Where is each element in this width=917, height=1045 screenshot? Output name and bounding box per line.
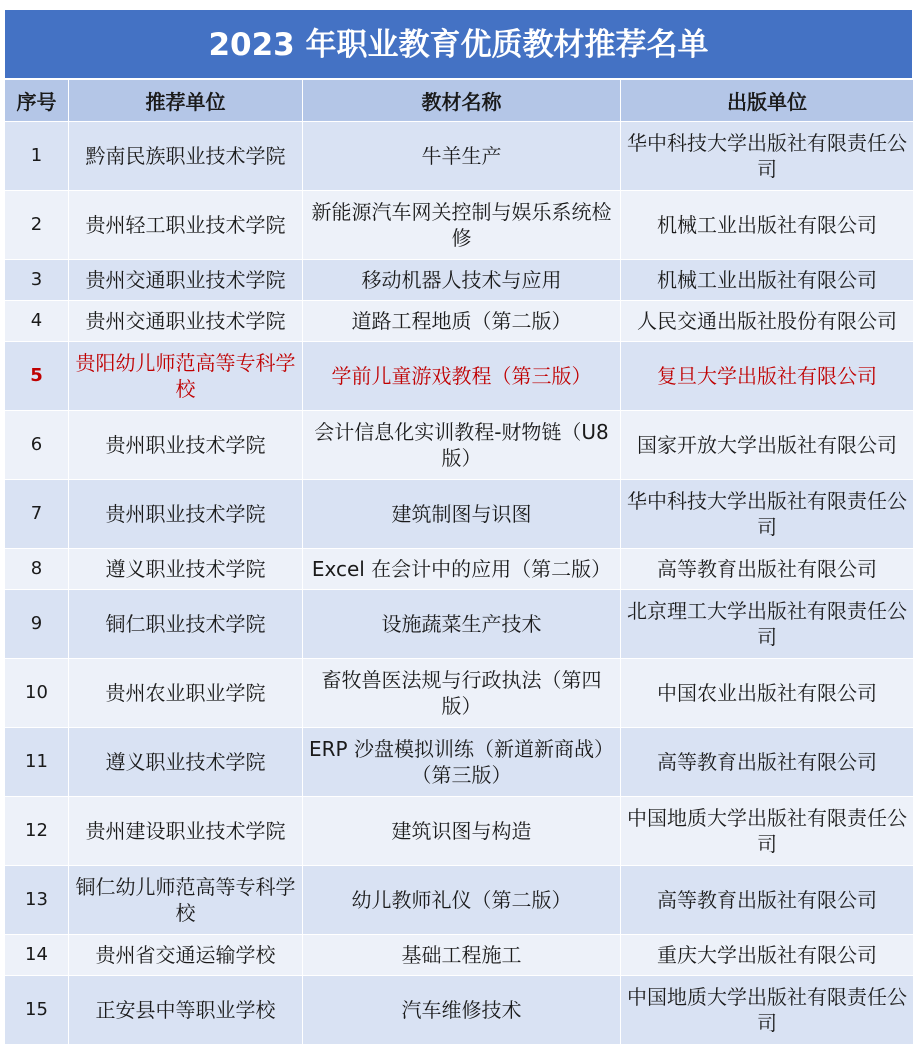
table-row <box>5 301 914 342</box>
textbook-title: 畜牧兽医法规与行政执法（第四版） <box>303 659 621 728</box>
row-number: 4 <box>5 301 69 342</box>
recommending-unit: 铜仁幼儿师范高等专科学校 <box>69 866 303 935</box>
recommending-unit: 黔南民族职业技术学院 <box>69 122 303 191</box>
recommending-unit: 铜仁职业技术学院 <box>69 590 303 659</box>
recommending-unit: 贵州职业技术学院 <box>69 480 303 549</box>
textbook-title: 道路工程地质（第二版） <box>303 301 621 342</box>
row-number: 3 <box>5 260 69 301</box>
publisher: 机械工业出版社有限公司 <box>621 260 914 301</box>
recommending-unit: 贵州交通职业技术学院 <box>69 301 303 342</box>
row-number: 12 <box>5 797 69 866</box>
publisher: 华中科技大学出版社有限责任公司 <box>621 122 914 191</box>
recommending-unit: 贵州省交通运输学校 <box>69 935 303 976</box>
row-number: 11 <box>5 728 69 797</box>
table-row <box>5 590 914 659</box>
row-number: 2 <box>5 191 69 260</box>
table-row <box>5 549 914 590</box>
recommending-unit: 贵州建设职业技术学院 <box>69 797 303 866</box>
table-row <box>5 728 914 797</box>
row-number: 6 <box>5 411 69 480</box>
column-header-textbook: 教材名称 <box>303 80 621 122</box>
row-number: 7 <box>5 480 69 549</box>
table-row <box>5 260 914 301</box>
publisher: 国家开放大学出版社有限公司 <box>621 411 914 480</box>
recommending-unit: 遵义职业技术学院 <box>69 728 303 797</box>
page-title: 2023 年职业教育优质教材推荐名单 <box>4 9 913 79</box>
publisher: 高等教育出版社有限公司 <box>621 866 914 935</box>
publisher: 华中科技大学出版社有限责任公司 <box>621 480 914 549</box>
textbook-title: 牛羊生产 <box>303 122 621 191</box>
textbook-title: Excel 在会计中的应用（第二版） <box>303 549 621 590</box>
publisher: 机械工业出版社有限公司 <box>621 191 914 260</box>
table-row <box>5 659 914 728</box>
publisher: 高等教育出版社有限公司 <box>621 728 914 797</box>
textbook-title: 幼儿教师礼仪（第二版） <box>303 866 621 935</box>
table-row <box>5 122 914 191</box>
publisher: 中国地质大学出版社有限责任公司 <box>621 797 914 866</box>
recommending-unit: 贵州交通职业技术学院 <box>69 260 303 301</box>
table-row <box>5 935 914 976</box>
publisher: 重庆大学出版社有限公司 <box>621 935 914 976</box>
column-header-publisher: 出版单位 <box>621 80 914 122</box>
publisher: 中国地质大学出版社有限责任公司 <box>621 976 914 1045</box>
table-row-highlighted <box>5 342 914 411</box>
publisher: 复旦大学出版社有限公司 <box>621 342 914 411</box>
table-row <box>5 797 914 866</box>
row-number: 8 <box>5 549 69 590</box>
recommending-unit: 贵阳幼儿师范高等专科学校 <box>69 342 303 411</box>
textbook-title: 学前儿童游戏教程（第三版） <box>303 342 621 411</box>
table-row <box>5 191 914 260</box>
textbook-title: 建筑识图与构造 <box>303 797 621 866</box>
table-row <box>5 411 914 480</box>
table-header-row <box>5 80 914 122</box>
textbook-title: 基础工程施工 <box>303 935 621 976</box>
row-number: 10 <box>5 659 69 728</box>
textbook-title: ERP 沙盘模拟训练（新道新商战）（第三版） <box>303 728 621 797</box>
recommending-unit: 遵义职业技术学院 <box>69 549 303 590</box>
textbook-title: 设施蔬菜生产技术 <box>303 590 621 659</box>
textbook-title: 会计信息化实训教程-财物链（U8版） <box>303 411 621 480</box>
recommending-unit: 正安县中等职业学校 <box>69 976 303 1045</box>
recommendation-table <box>4 79 914 1045</box>
textbook-title: 新能源汽车网关控制与娱乐系统检修 <box>303 191 621 260</box>
publisher: 高等教育出版社有限公司 <box>621 549 914 590</box>
table-row <box>5 976 914 1045</box>
column-header-no: 序号 <box>5 80 69 122</box>
row-number: 5 <box>5 342 69 411</box>
publisher: 人民交通出版社股份有限公司 <box>621 301 914 342</box>
publisher: 北京理工大学出版社有限责任公司 <box>621 590 914 659</box>
table-row <box>5 480 914 549</box>
recommending-unit: 贵州职业技术学院 <box>69 411 303 480</box>
row-number: 9 <box>5 590 69 659</box>
column-header-unit: 推荐单位 <box>69 80 303 122</box>
row-number: 14 <box>5 935 69 976</box>
row-number: 13 <box>5 866 69 935</box>
row-number: 15 <box>5 976 69 1045</box>
recommendation-list <box>4 9 913 1045</box>
recommending-unit: 贵州农业职业学院 <box>69 659 303 728</box>
publisher: 中国农业出版社有限公司 <box>621 659 914 728</box>
table-row <box>5 866 914 935</box>
recommending-unit: 贵州轻工职业技术学院 <box>69 191 303 260</box>
textbook-title: 移动机器人技术与应用 <box>303 260 621 301</box>
textbook-title: 汽车维修技术 <box>303 976 621 1045</box>
row-number: 1 <box>5 122 69 191</box>
textbook-title: 建筑制图与识图 <box>303 480 621 549</box>
